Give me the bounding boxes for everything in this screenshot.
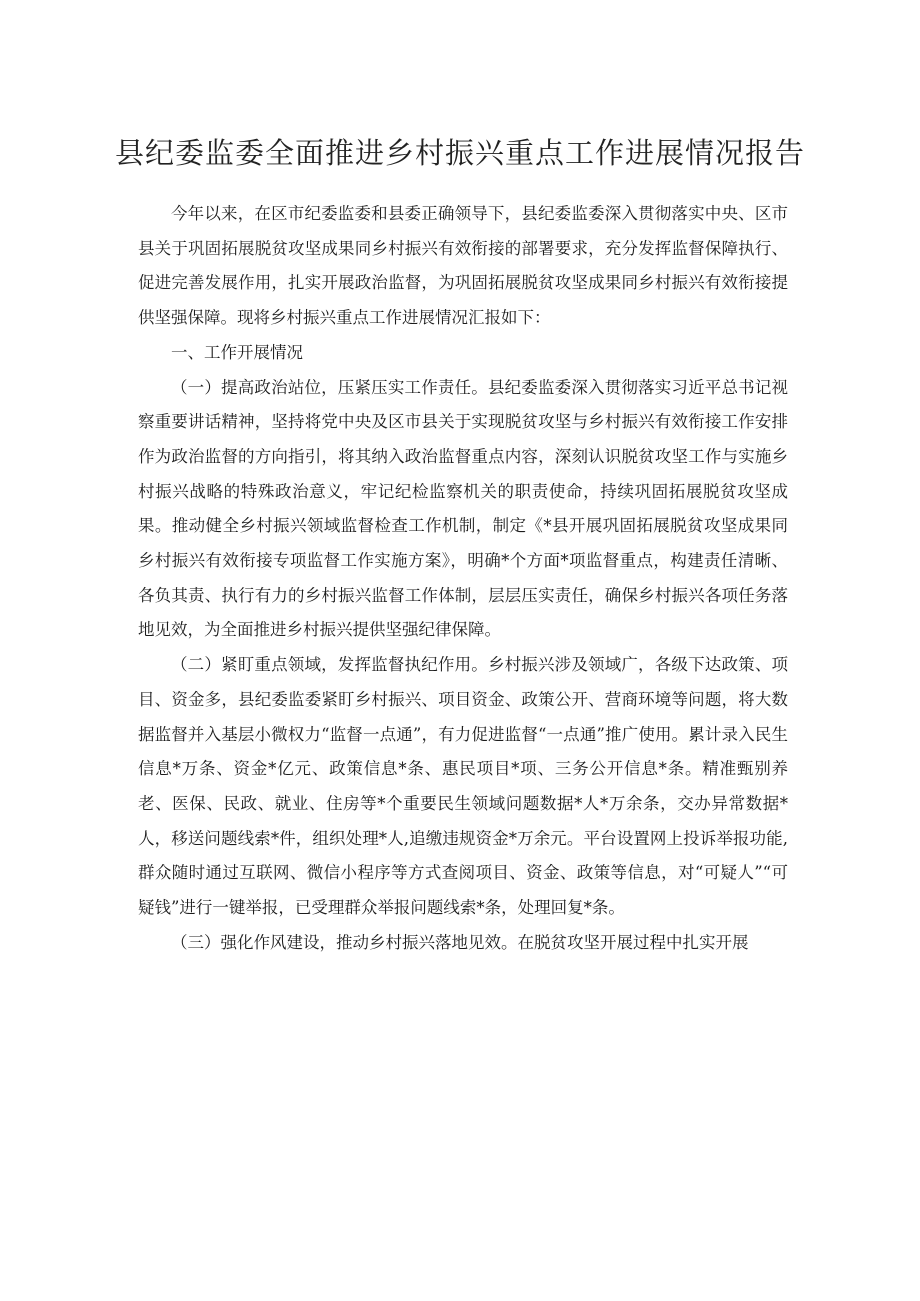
document-title: 县纪委监委全面推进乡村振兴重点工作进展情况报告 [114,136,805,170]
document-body [138,197,788,960]
item-text-3: 在脱贫攻坚开展过程中扎实开展 [517,932,749,952]
item-lead-2: （二）紧盯重点领域，发挥监督执纪作用。 [171,655,488,675]
item-paragraph-3 [138,926,788,961]
item-lead-3: （三）强化作风建设，推动乡村振兴落地见效。 [171,932,518,952]
section-heading: 一、工作开展情况 [171,342,303,362]
item-lead-1: （一）提高政治站位，压紧压实工作责任。 [171,377,488,397]
item-text-1: 县纪委监委深入贯彻落实习近平总书记视察重要讲话精神，坚持将党中央及区市县关于实现脱贫攻坚与乡村振兴有效衔接工作安排作为政治监督的方向指引，将其纳入政治监督重点内容，深刻认识脱贫攻坚工作与实施乡村振兴战略的特殊政治意义，牢记纪检监察机关的职责使命，持续巩固拓展脱贫攻坚成果。推动健全乡村振兴领域监督检查工作机制，制定《*县开展巩固拓展脱贫攻坚成果同乡村振兴有效衔接专项监督工作实施方案》，明确*个方面*项监督重点，构建责任清晰、各负其责、执行有力的乡村振兴监督工作体制，层层压实责任，确保乡村振兴各项任务落地见效，为全面推进乡村振兴提供坚强纪律保障。 [138,377,789,640]
item-paragraph-1 [138,371,788,649]
intro-paragraph: 今年以来，在区市纪委监委和县委正确领导下，县纪委监委深入贯彻落实中央、区市县关于巩固拓展脱贫攻坚成果同乡村振兴有效衔接的部署要求，充分发挥监督保障执行、促进完善发展作用，扎实开展政治监督，为巩固拓展脱贫攻坚成果同乡村振兴有效衔接提供坚强保障。现将乡村振兴重点工作进展情况汇报如下： [138,204,788,328]
item-paragraph-2 [138,648,788,926]
item-text-2: 乡村振兴涉及领域广，各级下达政策、项目、资金多，县纪委监委紧盯乡村振兴、项目资金、政策公开、营商环境等问题，将大数据监督并入基层小微权力“监督一点通”，有力促进监督“一点通”推广使用。累计录入民生信息*万条、资金*亿元、政策信息*条、惠民项目*项、三务公开信息*条。精准甄别养老、医保、民政、就业、住房等*个重要民生领域问题数据*人*万余条，交办异常数据*人，移送问题线索*件，组织处理*人,追缴违规资金*万余元。平台设置网上投诉举报功能,群众随时通过互联网、微信小程序等方式查阅项目、资金、政策等信息，对“可疑人”“可疑钱”进行一键举报，已受理群众举报问题线索*条，处理回复*条。 [138,655,789,918]
